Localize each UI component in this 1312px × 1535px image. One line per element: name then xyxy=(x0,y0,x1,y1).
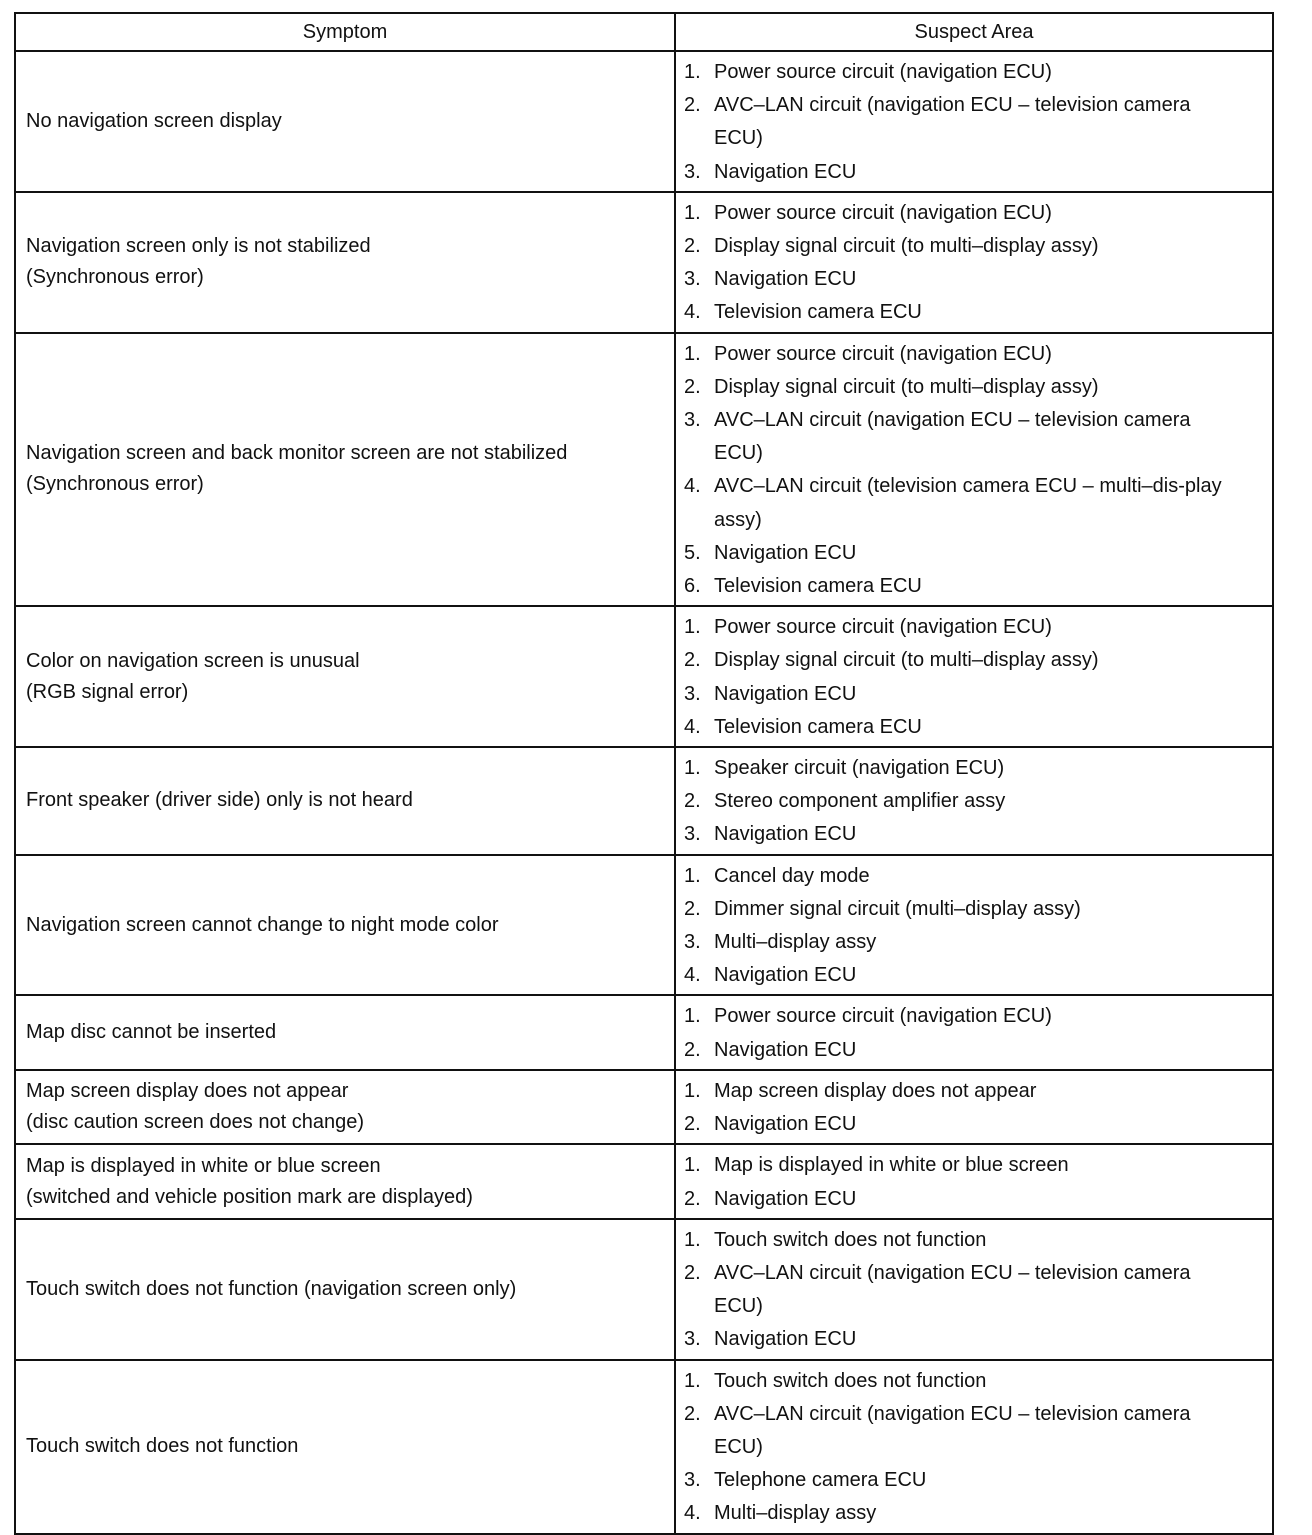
symptom-text: No navigation screen display xyxy=(26,109,282,132)
symptom-text: Map disc cannot be inserted xyxy=(26,1021,277,1044)
item-number: 3. xyxy=(684,268,701,291)
symptom-text: (RGB signal error) xyxy=(26,680,189,703)
symptom-text: Map is displayed in white or blue screen xyxy=(26,1154,381,1177)
symptom-cell xyxy=(15,995,675,1069)
symptom-cell xyxy=(15,333,675,607)
suspect-area-item xyxy=(684,1398,1244,1464)
suspect-area-item xyxy=(684,1323,1244,1356)
suspect-area-cell xyxy=(675,333,1273,607)
item-text: Power source circuit (navigation ECU) xyxy=(714,61,1052,83)
item-number: 2. xyxy=(684,1038,701,1061)
suspect-area-cell xyxy=(675,51,1273,192)
item-text: AVC–LAN circuit (navigation ECU – television camera ECU) xyxy=(714,1261,1191,1318)
item-number: 3. xyxy=(684,409,701,432)
item-number: 2. xyxy=(684,94,701,117)
item-text: Map is displayed in white or blue screen xyxy=(714,1154,1069,1177)
table-row xyxy=(15,51,1273,192)
suspect-area-list xyxy=(684,56,1244,189)
suspect-area-cell xyxy=(675,192,1273,333)
suspect-area-item xyxy=(684,570,1244,603)
suspect-area-item xyxy=(684,263,1244,296)
suspect-area-item xyxy=(684,1000,1244,1033)
suspect-area-item xyxy=(684,1034,1244,1067)
item-number: 2. xyxy=(684,1402,701,1425)
symptom-text: Navigation screen and back monitor screen are not stabilized xyxy=(26,442,568,465)
item-text: AVC–LAN circuit (navigation ECU – television camera ECU) xyxy=(714,1402,1191,1458)
item-text: Navigation ECU xyxy=(714,823,857,846)
suspect-area-list xyxy=(684,611,1244,744)
item-text: Power source circuit (navigation ECU) xyxy=(714,342,1052,365)
item-text: AVC–LAN circuit (television camera ECU – multi–dis-play assy) xyxy=(714,475,1222,531)
suspect-area-list xyxy=(684,1075,1244,1141)
item-text: Dimmer signal circuit (multi–display assy) xyxy=(714,897,1081,920)
symptom-text: Touch switch does not function (navigation screen only) xyxy=(26,1277,517,1300)
item-number: 4. xyxy=(684,964,701,987)
item-text: Television camera ECU xyxy=(714,301,922,324)
item-number: 1. xyxy=(684,201,701,224)
symptom-text: Color on navigation screen is unusual xyxy=(26,649,360,672)
symptom-text: (Synchronous error) xyxy=(26,266,204,289)
suspect-area-item xyxy=(684,1183,1244,1216)
symptom-cell xyxy=(15,1144,675,1218)
suspect-area-list xyxy=(684,1000,1244,1066)
suspect-area-cell xyxy=(675,747,1273,855)
symptom-text: Map screen display does not appear xyxy=(26,1080,349,1103)
item-text: Map screen display does not appear xyxy=(714,1079,1037,1102)
item-number: 1. xyxy=(684,1154,701,1177)
suspect-area-item xyxy=(684,959,1244,992)
suspect-area-cell xyxy=(675,855,1273,996)
troubleshooting-sheet xyxy=(14,12,1272,1535)
suspect-area-item xyxy=(684,785,1244,818)
item-number: 1. xyxy=(684,616,701,639)
item-text: Television camera ECU xyxy=(714,575,922,598)
item-text: Navigation ECU xyxy=(714,1113,857,1136)
symptom-cell xyxy=(15,1219,675,1360)
item-number: 2. xyxy=(684,649,701,672)
item-text: Multi–display assy xyxy=(714,1502,877,1525)
table-row xyxy=(15,1360,1273,1534)
item-number: 2. xyxy=(684,897,701,920)
table-body xyxy=(15,51,1273,1534)
suspect-area-item xyxy=(684,156,1244,189)
item-number: 2. xyxy=(684,790,701,813)
suspect-area-item xyxy=(684,404,1244,470)
item-number: 1. xyxy=(684,757,701,780)
suspect-area-cell xyxy=(675,1144,1273,1218)
symptom-cell xyxy=(15,51,675,192)
suspect-area-item xyxy=(684,470,1244,536)
item-text: Stereo component amplifier assy xyxy=(714,790,1006,813)
item-text: Navigation ECU xyxy=(714,160,857,183)
item-number: 3. xyxy=(684,1328,701,1351)
item-number: 1. xyxy=(684,1369,701,1392)
suspect-area-item xyxy=(684,89,1244,155)
item-number: 6. xyxy=(684,575,701,598)
symptom-column-header: Symptom xyxy=(15,13,675,51)
symptom-text: (Synchronous error) xyxy=(26,473,204,496)
item-number: 4. xyxy=(684,715,701,738)
suspect-area-item xyxy=(684,1224,1244,1257)
suspect-area-list xyxy=(684,752,1244,852)
table-row xyxy=(15,855,1273,996)
suspect-area-list xyxy=(684,860,1244,993)
header-row xyxy=(15,13,1273,51)
suspect-area-cell xyxy=(675,1219,1273,1360)
item-text: Navigation ECU xyxy=(714,964,857,987)
suspect-area-item xyxy=(684,1075,1244,1108)
item-text: Touch switch does not function xyxy=(714,1228,987,1251)
item-number: 5. xyxy=(684,541,701,564)
item-number: 2. xyxy=(684,1113,701,1136)
item-text: AVC–LAN circuit (navigation ECU – television camera ECU) xyxy=(714,409,1191,465)
item-number: 1. xyxy=(684,1079,701,1102)
table-row xyxy=(15,192,1273,333)
suspect-area-item xyxy=(684,537,1244,570)
symptom-text: (disc caution screen does not change) xyxy=(26,1111,364,1134)
symptom-cell xyxy=(15,1360,675,1534)
item-number: 2. xyxy=(684,1261,701,1284)
item-number: 3. xyxy=(684,931,701,954)
suspect-area-list xyxy=(684,197,1244,330)
suspect-area-item xyxy=(684,296,1244,329)
item-text: Touch switch does not function xyxy=(714,1369,987,1392)
suspect-area-item xyxy=(684,1108,1244,1141)
symptom-text: Touch switch does not function xyxy=(26,1435,299,1458)
suspect-area-list xyxy=(684,338,1244,604)
item-number: 3. xyxy=(684,1469,701,1492)
suspect-area-list xyxy=(684,1224,1244,1357)
item-text: Display signal circuit (to multi–display assy) xyxy=(714,235,1099,258)
suspect-area-item xyxy=(684,644,1244,677)
item-number: 3. xyxy=(684,160,701,183)
item-number: 1. xyxy=(684,1005,701,1028)
item-number: 3. xyxy=(684,682,701,705)
symptom-cell xyxy=(15,606,675,747)
suspect-area-item xyxy=(684,711,1244,744)
suspect-area-item xyxy=(684,1365,1244,1398)
item-text: Navigation ECU xyxy=(714,682,857,705)
item-text: Navigation ECU xyxy=(714,1038,857,1061)
item-number: 1. xyxy=(684,342,701,365)
item-number: 1. xyxy=(684,1228,701,1251)
item-text: Television camera ECU xyxy=(714,715,922,738)
symptom-text: (switched and vehicle position mark are displayed) xyxy=(26,1185,473,1208)
item-number: 1. xyxy=(684,864,701,887)
item-number: 2. xyxy=(684,1187,701,1210)
symptom-cell xyxy=(15,192,675,333)
item-number: 1. xyxy=(684,61,701,83)
item-text: Speaker circuit (navigation ECU) xyxy=(714,757,1005,780)
item-text: Display signal circuit (to multi–display assy) xyxy=(714,649,1099,672)
item-text: Power source circuit (navigation ECU) xyxy=(714,1005,1052,1028)
suspect-area-item xyxy=(684,611,1244,644)
table-row xyxy=(15,1070,1273,1144)
suspect-area-item xyxy=(684,197,1244,230)
table-row xyxy=(15,995,1273,1069)
item-text: Cancel day mode xyxy=(714,864,870,887)
suspect-area-item xyxy=(684,338,1244,371)
item-text: Power source circuit (navigation ECU) xyxy=(714,616,1052,639)
suspect-area-list xyxy=(684,1149,1244,1215)
suspect-area-item xyxy=(684,1464,1244,1497)
suspect-area-item xyxy=(684,678,1244,711)
suspect-area-item xyxy=(684,1257,1244,1323)
suspect-area-cell xyxy=(675,1070,1273,1144)
table-row xyxy=(15,606,1273,747)
symptom-cell xyxy=(15,1070,675,1144)
suspect-area-item xyxy=(684,371,1244,404)
symptom-cell xyxy=(15,747,675,855)
item-text: Navigation ECU xyxy=(714,268,857,291)
suspect-area-cell xyxy=(675,1360,1273,1534)
table-header xyxy=(15,13,1273,51)
suspect-area-item xyxy=(684,893,1244,926)
table-row xyxy=(15,1219,1273,1360)
item-number: 4. xyxy=(684,475,701,498)
item-text: Navigation ECU xyxy=(714,1328,857,1351)
suspect-area-item xyxy=(684,230,1244,263)
suspect-area-item xyxy=(684,860,1244,893)
item-text: AVC–LAN circuit (navigation ECU – television camera ECU) xyxy=(714,94,1191,150)
suspect-area-item xyxy=(684,1149,1244,1182)
item-text: Navigation ECU xyxy=(714,1187,857,1210)
suspect-area-item xyxy=(684,926,1244,959)
problem-symptoms-table xyxy=(14,12,1274,1535)
symptom-cell xyxy=(15,855,675,996)
item-text: Display signal circuit (to multi–display assy) xyxy=(714,375,1099,398)
symptom-text: Navigation screen only is not stabilized xyxy=(26,235,371,258)
item-number: 4. xyxy=(684,1502,701,1525)
suspect-area-cell xyxy=(675,606,1273,747)
suspect-area-column-header: Suspect Area xyxy=(675,13,1273,51)
item-text: Navigation ECU xyxy=(714,541,857,564)
item-number: 3. xyxy=(684,823,701,846)
item-number: 4. xyxy=(684,301,701,324)
item-number: 2. xyxy=(684,375,701,398)
item-text: Telephone camera ECU xyxy=(714,1469,927,1492)
suspect-area-list xyxy=(684,1365,1244,1531)
suspect-area-item xyxy=(684,752,1244,785)
item-number: 2. xyxy=(684,235,701,258)
symptom-text: Navigation screen cannot change to night mode color xyxy=(26,913,499,936)
suspect-area-item xyxy=(684,56,1244,89)
symptom-text: Front speaker (driver side) only is not heard xyxy=(26,789,413,812)
item-text: Power source circuit (navigation ECU) xyxy=(714,201,1052,224)
table-row xyxy=(15,333,1273,607)
table-row xyxy=(15,1144,1273,1218)
table-row xyxy=(15,747,1273,855)
suspect-area-cell xyxy=(675,995,1273,1069)
item-text: Multi–display assy xyxy=(714,931,877,954)
suspect-area-item xyxy=(684,818,1244,851)
